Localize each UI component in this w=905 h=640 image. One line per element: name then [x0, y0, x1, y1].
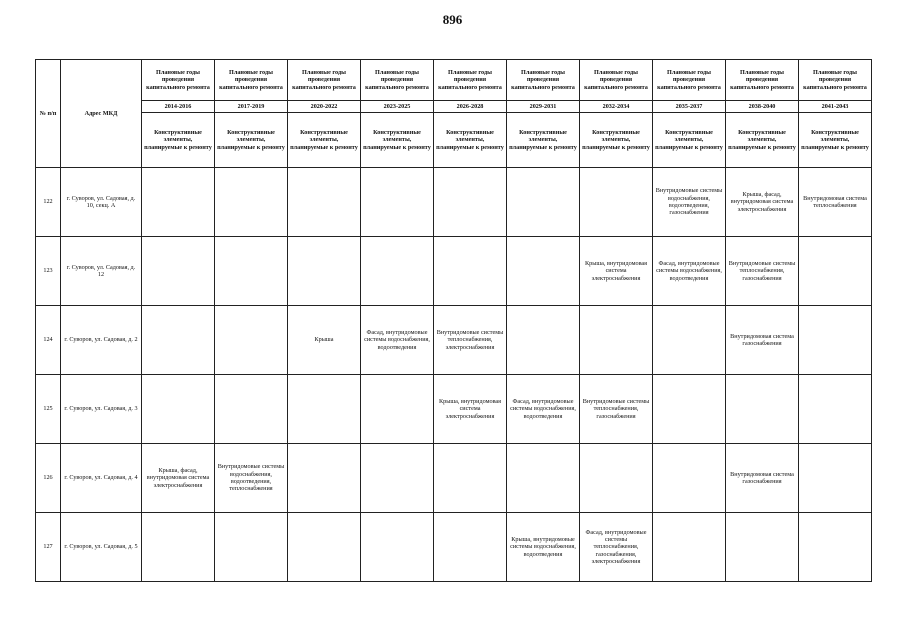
- header-elements-label: Конструктивные элементы, планируемые к ремонту: [726, 113, 799, 168]
- header-period-title: Плановые годы проведения капитального ремонта: [799, 60, 872, 101]
- table-row: [36, 237, 872, 306]
- header-elements-label: Конструктивные элементы, планируемые к ремонту: [288, 113, 361, 168]
- row-period-cell: [799, 306, 872, 375]
- row-period-cell: [215, 375, 288, 444]
- header-period-title: Плановые годы проведения капитального ремонта: [215, 60, 288, 101]
- header-period-title: Плановые годы проведения капитального ремонта: [507, 60, 580, 101]
- row-period-cell: [215, 306, 288, 375]
- row-period-cell: [361, 375, 434, 444]
- row-period-cell: [215, 237, 288, 306]
- row-period-cell: [726, 375, 799, 444]
- row-period-cell: [361, 444, 434, 513]
- row-period-cell: [434, 237, 507, 306]
- row-period-cell: Внутридомовые системы теплоснабжения, газоснабжения: [580, 375, 653, 444]
- row-address: г. Суворов, ул. Садовая, д. 2: [61, 306, 142, 375]
- row-period-cell: Внутридомовые системы теплоснабжения, электроснабжения: [434, 306, 507, 375]
- row-period-cell: [799, 513, 872, 582]
- row-number: 122: [36, 168, 61, 237]
- header-period-title: Плановые годы проведения капитального ремонта: [653, 60, 726, 101]
- row-period-cell: [434, 168, 507, 237]
- header-period-years: 2020-2022: [288, 101, 361, 113]
- row-period-cell: Крыша: [288, 306, 361, 375]
- row-number: 126: [36, 444, 61, 513]
- table-row: [36, 513, 872, 582]
- row-period-cell: [361, 513, 434, 582]
- header-num: № п/п: [36, 60, 61, 168]
- row-period-cell: [507, 237, 580, 306]
- header-period-years: 2017-2019: [215, 101, 288, 113]
- header-period-years: 2023-2025: [361, 101, 434, 113]
- header-period-title: Плановые годы проведения капитального ремонта: [142, 60, 215, 101]
- row-period-cell: [726, 513, 799, 582]
- row-period-cell: [507, 168, 580, 237]
- row-address: г. Суворов, ул. Садовая, д. 4: [61, 444, 142, 513]
- row-period-cell: [507, 444, 580, 513]
- row-period-cell: Внутридомовая система газоснабжения: [726, 306, 799, 375]
- row-period-cell: [288, 444, 361, 513]
- page-number: 896: [442, 12, 463, 27]
- row-period-cell: [361, 168, 434, 237]
- row-number: 124: [36, 306, 61, 375]
- row-period-cell: Внутридомовые системы водоснабжения, водоотведения, газоснабжения: [653, 168, 726, 237]
- header-period-years: 2041-2043: [799, 101, 872, 113]
- row-period-cell: [215, 168, 288, 237]
- header-period-years: 2035-2037: [653, 101, 726, 113]
- row-period-cell: [580, 168, 653, 237]
- row-address: г. Суворов, ул. Садовая, д. 5: [61, 513, 142, 582]
- header-period-title: Плановые годы проведения капитального ремонта: [361, 60, 434, 101]
- row-period-cell: [799, 375, 872, 444]
- row-period-cell: Фасад, внутридомовые системы водоснабжения, водоотведения: [653, 237, 726, 306]
- table-row: [36, 375, 872, 444]
- row-period-cell: [507, 306, 580, 375]
- row-period-cell: Крыша, внутридомовые системы водоснабжения, водоотведения: [507, 513, 580, 582]
- header-period-years: 2029-2031: [507, 101, 580, 113]
- header-period-title: Плановые годы проведения капитального ремонта: [288, 60, 361, 101]
- row-period-cell: Внутридомовая система теплоснабжения: [799, 168, 872, 237]
- row-address: г. Суворов, ул. Садовая, д. 10, секц. А: [61, 168, 142, 237]
- row-period-cell: Внутридомовая система газоснабжения: [726, 444, 799, 513]
- row-period-cell: [580, 444, 653, 513]
- header-period-years: 2038-2040: [726, 101, 799, 113]
- row-period-cell: [580, 306, 653, 375]
- header-elements-label: Конструктивные элементы, планируемые к ремонту: [434, 113, 507, 168]
- row-period-cell: [142, 513, 215, 582]
- header-elements-label: Конструктивные элементы, планируемые к ремонту: [580, 113, 653, 168]
- row-period-cell: Крыша, фасад, внутридомовая система электроснабжения: [726, 168, 799, 237]
- row-period-cell: [653, 306, 726, 375]
- row-period-cell: Фасад, внутридомовые системы теплоснабжения, газоснабжения, электроснабжения: [580, 513, 653, 582]
- row-period-cell: [288, 513, 361, 582]
- row-number: 123: [36, 237, 61, 306]
- row-period-cell: [288, 237, 361, 306]
- header-elements-label: Конструктивные элементы, планируемые к ремонту: [507, 113, 580, 168]
- table-row: [36, 168, 872, 237]
- header-period-title: Плановые годы проведения капитального ремонта: [434, 60, 507, 101]
- row-period-cell: [288, 375, 361, 444]
- row-period-cell: [142, 237, 215, 306]
- row-period-cell: [142, 168, 215, 237]
- row-period-cell: Крыша, внутридомовая система электроснабжения: [580, 237, 653, 306]
- header-elements-label: Конструктивные элементы, планируемые к ремонту: [361, 113, 434, 168]
- row-period-cell: Крыша, фасад, внутридомовая система электроснабжения: [142, 444, 215, 513]
- row-address: г. Суворов, ул. Садовая, д. 3: [61, 375, 142, 444]
- row-period-cell: [434, 444, 507, 513]
- row-number: 127: [36, 513, 61, 582]
- header-period-years: 2014-2016: [142, 101, 215, 113]
- row-period-cell: [799, 237, 872, 306]
- row-period-cell: Крыша, внутридомовая система электроснабжения: [434, 375, 507, 444]
- row-period-cell: [215, 513, 288, 582]
- header-period-title: Плановые годы проведения капитального ремонта: [580, 60, 653, 101]
- row-period-cell: [653, 513, 726, 582]
- row-period-cell: [434, 513, 507, 582]
- row-address: г. Суворов, ул. Садовая, д. 12: [61, 237, 142, 306]
- row-period-cell: [142, 375, 215, 444]
- table-row: [36, 306, 872, 375]
- capital-repair-plan-table: [35, 59, 872, 582]
- header-elements-label: Конструктивные элементы, планируемые к ремонту: [142, 113, 215, 168]
- row-number: 125: [36, 375, 61, 444]
- table-row: [36, 444, 872, 513]
- header-period-title: Плановые годы проведения капитального ремонта: [726, 60, 799, 101]
- row-period-cell: Внутридомовые системы водоснабжения, водоотведения, теплоснабжения: [215, 444, 288, 513]
- row-period-cell: Фасад, внутридомовые системы водоснабжения, водоотведения: [361, 306, 434, 375]
- header-elements-label: Конструктивные элементы, планируемые к ремонту: [215, 113, 288, 168]
- row-period-cell: [799, 444, 872, 513]
- row-period-cell: Фасад, внутридомовые системы водоснабжения, водоотведения: [507, 375, 580, 444]
- header-address: Адрес МКД: [61, 60, 142, 168]
- row-period-cell: [288, 168, 361, 237]
- header-period-years: 2032-2034: [580, 101, 653, 113]
- row-period-cell: [361, 237, 434, 306]
- row-period-cell: [653, 444, 726, 513]
- row-period-cell: Внутридомовые системы теплоснабжения, газоснабжения: [726, 237, 799, 306]
- header-period-years: 2026-2028: [434, 101, 507, 113]
- header-elements-label: Конструктивные элементы, планируемые к ремонту: [653, 113, 726, 168]
- header-elements-label: Конструктивные элементы, планируемые к ремонту: [799, 113, 872, 168]
- row-period-cell: [142, 306, 215, 375]
- row-period-cell: [653, 375, 726, 444]
